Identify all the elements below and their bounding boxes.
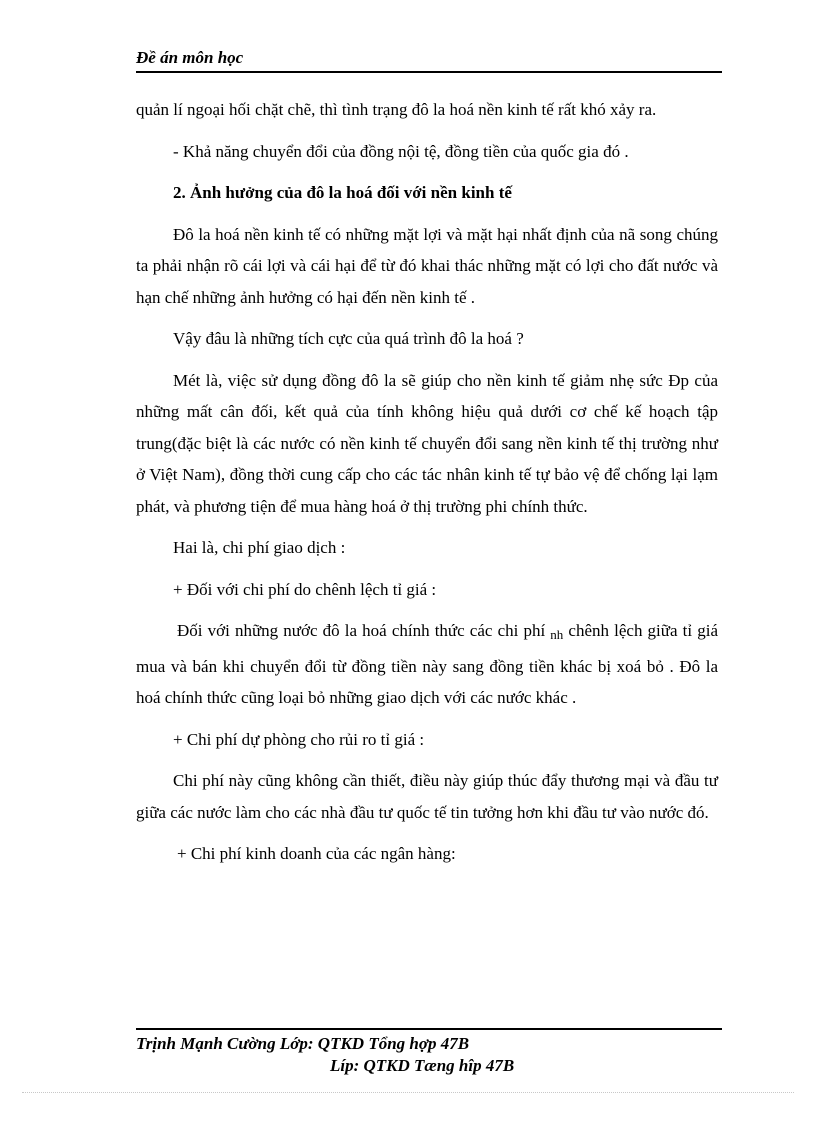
section-heading: 2. Ảnh hưởng của đô la hoá đối với nền kinh tế: [173, 183, 512, 202]
footer-author-line: Trịnh Mạnh Cường Lớp: QTKD Tổng hợp 47B: [136, 1034, 470, 1053]
paragraph: - Khả năng chuyển đổi của đồng nội tệ, đồng tiền của quốc gia đó .: [173, 141, 629, 161]
paragraph: Đô la hoá nền kinh tế có những mặt lợi và mặt hại nhất định của nã song chúng ta phải nhận rõ cái lợi và cái hại để từ đó khai thác những mặt có lợi cho đất nước và hạn chế những ảnh hưởng có hại đến nền kinh tế .: [136, 224, 718, 307]
paragraph: Hai là, chi phí giao dịch :: [173, 538, 346, 557]
paragraph: Mét là, việc sử dụng đồng đô la sẽ giúp cho nền kinh tế giảm nhẹ sức Đp của những mất cân đối, kết quả của tính không hiệu quả dưới cơ chế kế hoạch tập trung(đặc biệt là các nước có nền kinh tế chuyển đổi sang nền kinh tế thị trường như ở Việt Nam), đồng thời cung cấp cho các tác nhân kinh tế tự bảo vệ để chống lại lạm phát, và phương tiện để mua hàng hoá ở thị trường phi chính thức.: [136, 370, 718, 516]
header-rule: [136, 71, 722, 73]
paragraph-text: chênh lệch giữa tỉ giá mua và bán khi chuyển đổi từ đồng tiền này sang đồng tiền khác bị xoá bỏ . Đô la hoá chính thức cũng loại bỏ những giao dịch với các nước khác .: [136, 621, 718, 707]
paragraph: + Chi phí kinh doanh của các ngân hàng:: [177, 844, 456, 863]
inline-fragment: nh: [550, 627, 564, 642]
paragraph: [136, 615, 718, 714]
paragraph: + Đối với chi phí do chênh lệch tỉ giá :: [173, 579, 437, 599]
footer-class-line: Líp: QTKD Tæng hîp 47B: [330, 1056, 515, 1075]
paragraph: Chi phí này cũng không cần thiết, điều này giúp thúc đẩy thương mại và đầu tư giữa các nước làm cho các nhà đầu tư quốc tế tin tưởng hơn khi đầu tư vào nước đó.: [136, 771, 718, 822]
paragraph: quản lí ngoại hối chặt chẽ, thì tình trạng đô la hoá nền kinh tế rất khó xảy ra.: [136, 100, 657, 119]
document-body: [136, 94, 718, 880]
header-title: Đề án môn học: [136, 48, 244, 67]
footer-rule: [136, 1028, 722, 1030]
paragraph: Vậy đâu là những tích cực của quá trình đô la hoá ?: [173, 329, 524, 348]
page-edge-dotted-line: [22, 1092, 794, 1093]
paragraph: + Chi phí dự phòng cho rủi ro tỉ giá :: [173, 729, 425, 749]
paragraph-text: Đối với những nước đô la hoá chính thức các chi phí: [177, 621, 551, 640]
